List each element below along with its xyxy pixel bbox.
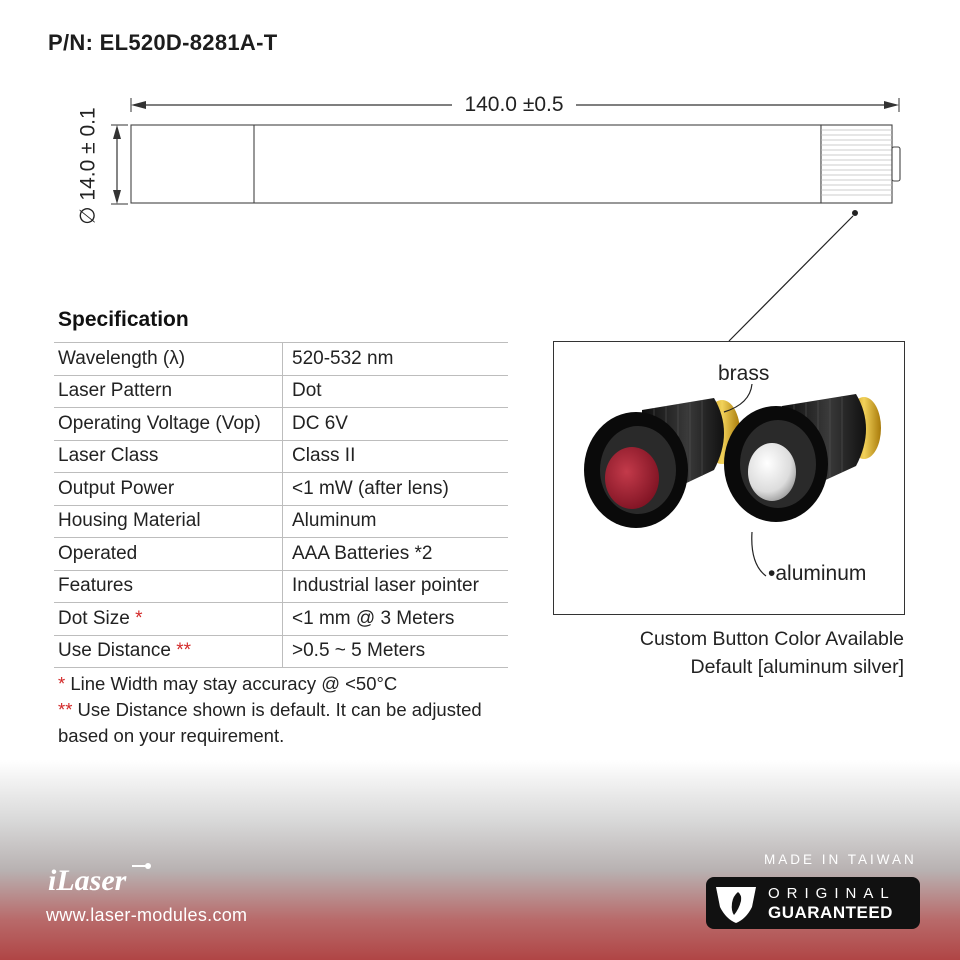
label-brass: brass xyxy=(718,362,770,385)
caption-line-custom: Custom Button Color Available xyxy=(639,628,904,650)
spec-footnote-mark: * xyxy=(135,607,143,629)
spec-key: Laser Pattern xyxy=(54,375,283,408)
arrow-right-icon xyxy=(884,101,899,109)
button-photo-box xyxy=(553,341,905,615)
spec-table xyxy=(54,342,508,668)
made-in-taiwan: MADE IN TAIWAN xyxy=(764,852,917,867)
spec-value: Class II xyxy=(283,440,509,473)
spec-row xyxy=(54,505,508,538)
spec-key: Use Distance ** xyxy=(54,635,283,668)
note-use-distance: ** Use Distance shown is default. It can be adjusted based on your requirement. xyxy=(58,699,482,746)
red-button-icon xyxy=(605,447,659,509)
spec-footnote-mark: ** xyxy=(176,640,192,662)
spec-key: Operating Voltage (Vop) xyxy=(54,408,283,441)
spec-key: Laser Class xyxy=(54,440,283,473)
spec-value: 520-532 nm xyxy=(283,343,509,376)
svg-text:iLaser: iLaser xyxy=(48,864,127,897)
pointer-button-outline xyxy=(892,147,900,181)
aluminum-leader-line xyxy=(752,532,766,576)
website-link[interactable]: www.laser-modules.com xyxy=(46,905,248,925)
spec-key: Housing Material xyxy=(54,505,283,538)
spec-row xyxy=(54,408,508,441)
button-caption xyxy=(640,625,904,681)
badge-original-text: ORIGINAL xyxy=(768,885,896,902)
spec-value: Dot xyxy=(283,375,509,408)
spec-value: AAA Batteries *2 xyxy=(283,538,509,571)
note-line-width: * Line Width may stay accuracy @ <50°C xyxy=(58,673,398,694)
arrow-down-icon xyxy=(113,190,121,204)
spec-row xyxy=(54,473,508,506)
spec-value: <1 mW (after lens) xyxy=(283,473,509,506)
caption-line-default: Default [aluminum silver] xyxy=(690,656,904,678)
dimension-drawing xyxy=(0,0,960,345)
spec-value: >0.5 ~ 5 Meters xyxy=(283,635,509,668)
spec-key: Wavelength (λ) xyxy=(54,343,283,376)
callout-dot xyxy=(852,210,858,216)
note-asterisk: * xyxy=(58,673,66,694)
label-aluminum: •aluminum xyxy=(768,562,867,585)
spec-row xyxy=(54,538,508,571)
pointer-body-outline xyxy=(131,125,821,203)
taiwan-shield-icon xyxy=(712,883,760,923)
spec-value: <1 mm @ 3 Meters xyxy=(283,603,509,636)
badge-guaranteed-text: GUARANTEED xyxy=(768,903,893,922)
original-guaranteed-badge xyxy=(706,877,920,929)
spec-key: Operated xyxy=(54,538,283,571)
spec-row xyxy=(54,635,508,668)
spec-value: DC 6V xyxy=(283,408,509,441)
spec-row xyxy=(54,375,508,408)
spec-row xyxy=(54,570,508,603)
callout-leader-line xyxy=(729,216,853,341)
pointer-cap-outline xyxy=(821,125,892,203)
spec-row xyxy=(54,440,508,473)
spec-value: Industrial laser pointer xyxy=(283,570,509,603)
spec-title: Specification xyxy=(58,308,189,331)
aluminum-button-icon xyxy=(748,443,796,501)
ilaser-logo xyxy=(46,858,156,898)
spec-row xyxy=(54,343,508,376)
diameter-dimension-label: ∅ 14.0 ± 0.1 xyxy=(76,107,100,225)
spec-row xyxy=(54,603,508,636)
spec-key: Features xyxy=(54,570,283,603)
length-dimension-label: 140.0 ±0.5 xyxy=(452,93,576,117)
spec-key: Dot Size * xyxy=(54,603,283,636)
note-double-asterisk: ** xyxy=(58,699,73,720)
arrow-up-icon xyxy=(113,125,121,139)
spec-key: Output Power xyxy=(54,473,283,506)
spec-value: Aluminum xyxy=(283,505,509,538)
spec-notes xyxy=(58,671,528,749)
part-number: P/N: EL520D-8281A-T xyxy=(48,30,278,55)
arrow-left-icon xyxy=(131,101,146,109)
